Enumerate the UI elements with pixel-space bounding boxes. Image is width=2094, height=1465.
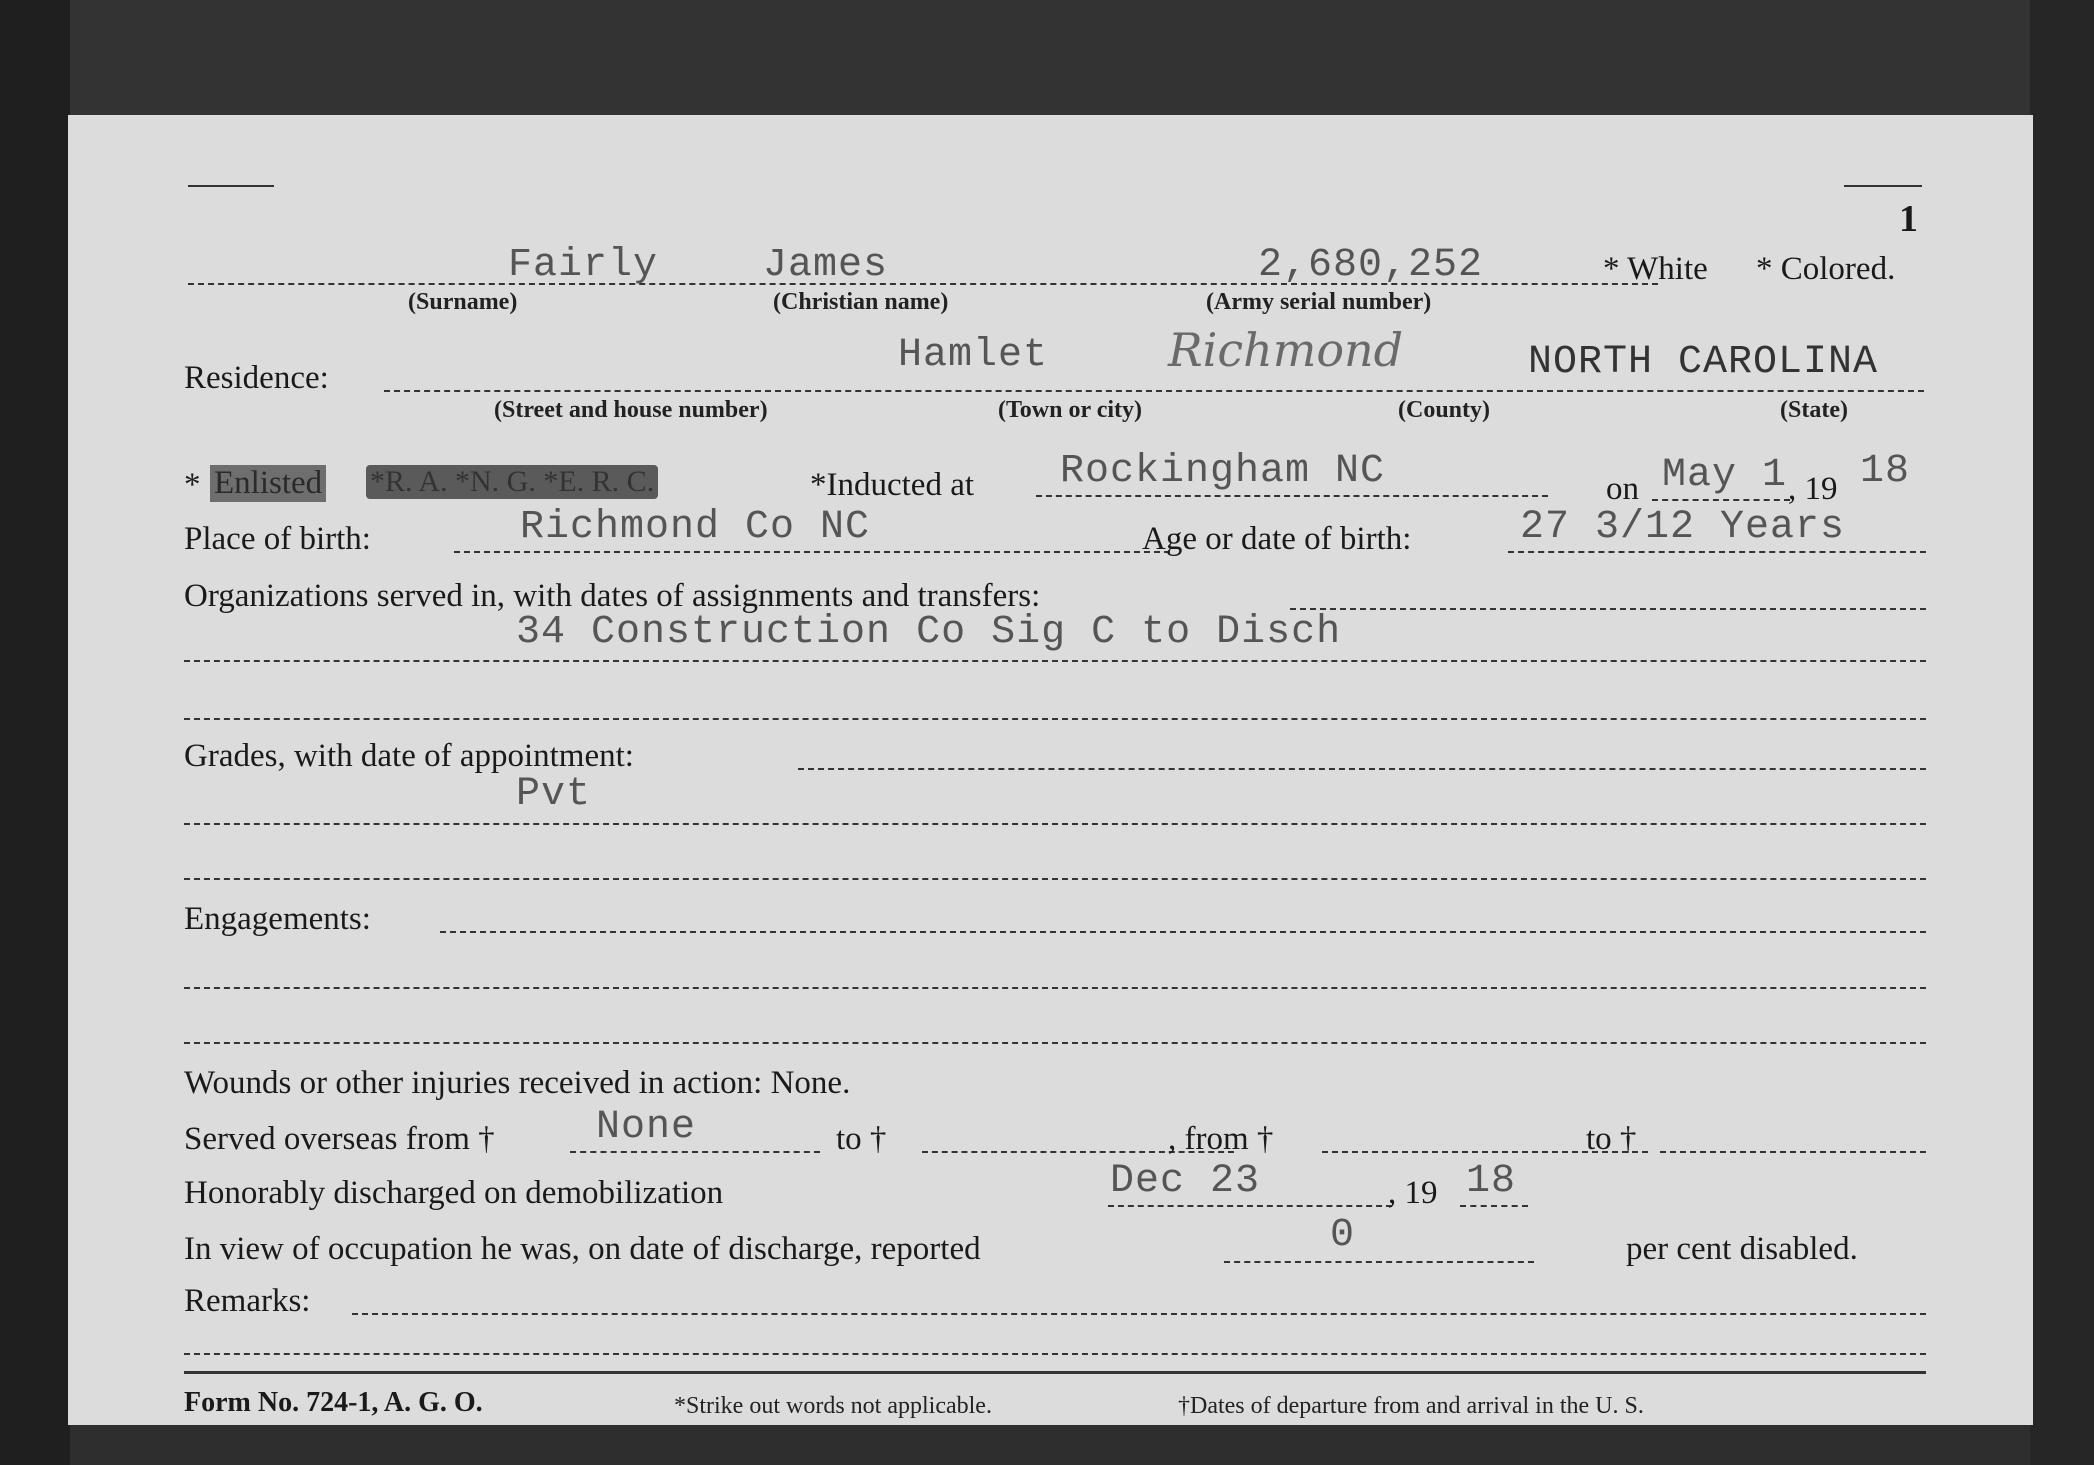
overseas-from2-label: , from †: [1168, 1121, 1274, 1157]
christian-name-value: James: [763, 243, 889, 288]
discharge-date-value: Dec 23: [1110, 1159, 1261, 1204]
organizations-label: Organizations served in, with dates of assignments and transfers:: [184, 578, 1041, 614]
discharge-year-line: [1460, 1205, 1528, 1207]
organizations-value: 34 Construction Co Sig C to Disch: [516, 610, 1342, 655]
street-caption: (Street and house number): [494, 397, 768, 423]
disability-label: In view of occupation he was, on date of discharge, reported: [184, 1231, 981, 1267]
enlisted-struck: Enlisted: [210, 465, 326, 502]
induction-year-prefix: , 19: [1788, 471, 1838, 507]
struck-options: *R. A. *N. G. *E. R. C.: [366, 465, 658, 499]
wounds-label: Wounds or other injuries received in action: None.: [184, 1065, 851, 1101]
overseas-from-value: None: [596, 1105, 697, 1150]
discharge-year-value: 18: [1466, 1159, 1517, 1204]
organizations-line-1: [1290, 608, 1926, 610]
grades-line-1: [798, 768, 1926, 770]
scan-background-left: [0, 0, 70, 1465]
serial-number-value: 2,680,252: [1258, 243, 1484, 288]
remarks-line-1: [352, 1313, 1926, 1315]
induction-date-line: [1652, 499, 1790, 501]
residence-county-value: Richmond: [1168, 323, 1404, 377]
discharge-year-prefix: , 19: [1388, 1175, 1438, 1211]
town-caption: (Town or city): [998, 397, 1142, 423]
remarks-label: Remarks:: [184, 1283, 311, 1319]
grades-line-2: [184, 823, 1926, 825]
on-label: on: [1606, 471, 1639, 507]
engagements-line-3: [184, 1042, 1926, 1044]
overseas-from-line: [570, 1151, 820, 1153]
remarks-bottom-rule: [184, 1371, 1926, 1374]
christian-caption: (Christian name): [773, 289, 949, 315]
scan-background-top: [0, 0, 2094, 118]
service-record-card: [68, 115, 2033, 1425]
white-label: * White: [1603, 251, 1708, 287]
residence-state-value: NORTH CAROLINA: [1528, 340, 1879, 385]
inducted-place-value: Rockingham NC: [1060, 449, 1386, 494]
age-label: Age or date of birth:: [1142, 521, 1412, 557]
surname-value: Fairly: [508, 243, 659, 288]
induction-date-value: May 1: [1662, 453, 1788, 498]
residence-label: Residence:: [184, 360, 329, 396]
place-of-birth-value: Richmond Co NC: [520, 505, 871, 550]
disability-suffix: per cent disabled.: [1626, 1231, 1858, 1267]
engagements-label: Engagements:: [184, 901, 371, 937]
age-line: [1508, 551, 1926, 553]
card-number: 1: [1899, 198, 1918, 240]
overseas-to2-line: [1660, 1151, 1926, 1153]
remarks-line-2: [184, 1353, 1926, 1355]
residence-town-value: Hamlet: [898, 333, 1049, 378]
grades-label: Grades, with date of appointment:: [184, 738, 634, 774]
organizations-line-3: [184, 718, 1926, 720]
grades-value: Pvt: [516, 772, 592, 817]
induction-asterisk: *: [184, 467, 201, 503]
top-left-rule: [188, 185, 274, 187]
footer-note-dates: †Dates of departure from and arrival in the U. S.: [1178, 1393, 1644, 1419]
scan-background-right: [2030, 0, 2094, 1465]
organizations-line-2: [184, 660, 1926, 662]
colored-label: * Colored.: [1756, 251, 1896, 287]
place-of-birth-label: Place of birth:: [184, 521, 371, 557]
discharge-date-line: [1108, 1205, 1392, 1207]
discharge-label: Honorably discharged on demobilization: [184, 1175, 724, 1211]
inducted-place-line: [1036, 495, 1548, 497]
overseas-to2-label: to †: [1586, 1121, 1637, 1157]
county-caption: (County): [1398, 397, 1491, 423]
state-caption: (State): [1780, 397, 1848, 423]
serial-caption: (Army serial number): [1206, 289, 1432, 315]
form-number: Form No. 724-1, A. G. O.: [184, 1387, 483, 1418]
age-value: 27 3/12 Years: [1520, 505, 1846, 550]
engagements-line-1: [440, 931, 1926, 933]
induction-year-value: 18: [1860, 449, 1911, 494]
top-right-rule: [1844, 185, 1922, 187]
disability-line: [1224, 1261, 1534, 1263]
surname-caption: (Surname): [408, 289, 518, 315]
disability-value: 0: [1330, 1213, 1356, 1258]
place-of-birth-line: [454, 551, 1170, 553]
overseas-from-label: Served overseas from †: [184, 1121, 495, 1157]
residence-line: [384, 390, 1924, 392]
engagements-line-2: [184, 987, 1926, 989]
overseas-to-label: to †: [836, 1121, 887, 1157]
footer-note-strike: *Strike out words not applicable.: [674, 1393, 992, 1419]
grades-line-3: [184, 878, 1926, 880]
inducted-at-label: *Inducted at: [810, 467, 975, 503]
